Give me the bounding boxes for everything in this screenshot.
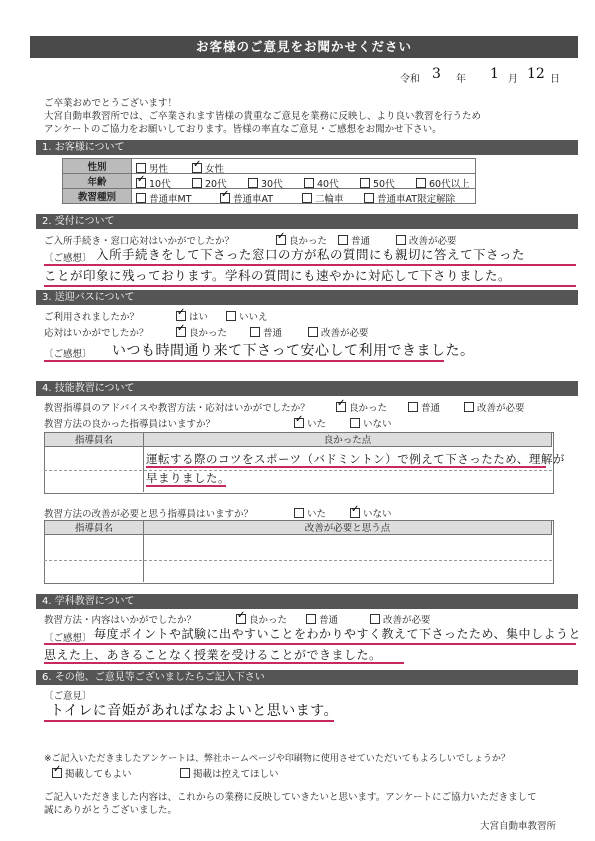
improve-instructor-no-option[interactable]: ✓ いない [350,506,392,520]
reception-good-checkbox[interactable] [276,235,286,245]
reception-comment-line-2[interactable]: ことが印象に残っております。学科の質問にも速やかに対応して下さりました。 [44,268,512,283]
good-table-row-line [44,470,552,471]
bus-service-good-checkbox[interactable] [176,327,186,337]
company-name: 大宮自動車教習所 [480,821,557,832]
lecture-normal-option[interactable]: 普通 [306,612,338,626]
section-2-header: 2. 受付について [36,214,578,229]
course-at-release-checkbox[interactable] [364,193,374,203]
intro-line-1: ご卒業おめでとうございます！ [44,98,178,109]
good-instructor-no-checkbox[interactable] [350,418,360,428]
lecture-comment-line-2[interactable]: 思えた上、あきることなく授業を受けることができました。 [44,648,382,662]
consent-question: ※ご記入いただきましたアンケートは、弊社ホームページや印刷物に使用させていただいてもよろしいでしょうか？ [44,754,510,764]
bus-service-normal-option[interactable]: 普通 [250,325,282,339]
improve-instructor-question: 教習方法の改善が必要と思う指導員はいますか？ [44,509,254,520]
lecture-comment-line-1[interactable]: 毎度ポイントや試験に出やすいことをわかりやすく教えて下さったため、集中しようと [94,627,582,641]
reception-comment-line-1[interactable]: 入所手続きをして下さった窓口の方が私の質問にも親切に答えて下さった [96,247,526,262]
lecture-good-option[interactable]: ✓ 良かった [236,612,287,626]
good-instructor-yes-option[interactable]: ✓ いた [294,416,326,430]
reception-underline-2 [44,285,576,287]
improve-instructor-no-checkbox[interactable] [350,508,360,518]
reception-normal-checkbox[interactable] [338,235,348,245]
bus-service-question: 応対はいかがでしたか？ [44,328,149,339]
gender-female-checkbox[interactable] [192,163,202,173]
page-title: お客様のご意見をお聞かせください [30,36,578,58]
section-5-header: 4. 学科教習について [36,594,578,609]
skill-advice-improve-checkbox[interactable] [464,402,474,412]
course-motorcycle-checkbox[interactable] [302,193,312,203]
course-motorcycle-option[interactable]: 二輪車 [302,191,344,205]
course-label: 教習種別 [63,189,132,204]
improve-instructor-yes-checkbox[interactable] [294,508,304,518]
section-3-header: 3. 送迎バスについて [36,290,578,305]
lecture-normal-checkbox[interactable] [306,614,316,624]
course-at-option[interactable]: ✓ 普通車AT [220,191,273,205]
good-instructor-name-header: 指導員名 [44,432,144,447]
section-1-header: 1. お客様について [36,140,578,155]
reception-comment-label: 〔ご感想〕 [44,253,92,264]
other-comment[interactable]: トイレに音姫があればなおよいと思います。 [50,703,339,719]
skill-advice-good-option[interactable]: ✓ 良かった [336,400,387,414]
improve-table-divider [143,520,144,582]
age-10s-checkbox[interactable] [136,178,146,188]
age-20s-checkbox[interactable] [192,178,202,188]
reception-good-option[interactable]: ✓ 良かった [276,233,327,247]
date-year[interactable]: 3 [432,66,441,82]
intro-line-2: 大宮自動車教習所では、ご卒業されます皆様の貴重なご意見を業務に反映し、より良い教習を行うため [44,111,482,122]
age-40s-checkbox[interactable] [304,178,314,188]
good-points-underline-1 [146,466,546,468]
lecture-underline-1 [44,643,576,645]
good-instructor-yes-checkbox[interactable] [294,418,304,428]
course-mt-checkbox[interactable] [136,193,146,203]
good-instructor-question: 教習方法の良かった指導員はいますか？ [44,419,216,430]
other-comment-label: 〔ご意見〕 [44,691,92,702]
skill-advice-normal-checkbox[interactable] [408,402,418,412]
date-month-unit: 月 [508,74,518,85]
reception-improve-option[interactable]: 改善が必要 [396,233,457,247]
section-6-header: 6. その他、ご意見等ございましたらご記入下さい [36,670,578,685]
gender-male-option[interactable]: 男性 [136,161,168,175]
gender-female-option[interactable]: ✓ 女性 [192,161,224,175]
gender-label: 性別 [63,159,132,174]
course-mt-option[interactable]: 普通車MT [136,191,192,205]
closing-line-1: ご記入いただきました内容は、これからの業務に反映していきたいと思います。アンケートにご協力いただきまして [44,792,537,803]
date-era: 令和 [400,74,420,85]
good-points-header: 良かった点 [143,432,552,447]
consent-decline-checkbox[interactable] [180,768,190,778]
age-20s-option[interactable]: 20代 [192,176,227,190]
improve-table-row-line [44,560,552,561]
bus-use-question: ご利用されましたか？ [44,312,140,323]
lecture-underline-2 [44,662,404,664]
age-60s-plus-checkbox[interactable] [416,178,426,188]
gender-male-checkbox[interactable] [136,163,146,173]
age-50s-checkbox[interactable] [360,178,370,188]
bus-use-yes-option[interactable]: ✓ はい [176,309,208,323]
lecture-question: 教習方法・内容はいかがでしたか？ [44,615,197,626]
bus-use-yes-checkbox[interactable] [176,311,186,321]
date-day-unit: 日 [550,74,560,85]
improve-instructor-yes-option[interactable]: いた [294,506,326,520]
age-10s-option[interactable]: ✓ 10代 [136,176,171,190]
bus-use-no-checkbox[interactable] [226,311,236,321]
lecture-comment-label: 〔ご感想〕 [44,633,92,644]
age-30s-checkbox[interactable] [248,178,258,188]
improve-instructor-name-header: 指導員名 [44,520,144,535]
age-40s-option[interactable]: 40代 [304,176,339,190]
customer-info-table [62,158,476,204]
consent-agree-option[interactable]: ✓掲載してもよい [52,766,132,780]
lecture-good-checkbox[interactable] [236,614,246,624]
date-month[interactable]: 1 [490,66,499,82]
lecture-improve-checkbox[interactable] [370,614,380,624]
skill-advice-normal-option[interactable]: 普通 [408,400,440,414]
age-50s-option[interactable]: 50代 [360,176,395,190]
course-at-checkbox[interactable] [220,193,230,203]
improve-points-header: 改善が必要と思う点 [143,520,552,535]
bus-service-improve-checkbox[interactable] [308,327,318,337]
bus-use-no-option[interactable]: いいえ [226,309,268,323]
reception-question: ご入所手続き・窓口応対はいかがでしたか？ [44,236,235,247]
bus-service-good-option[interactable]: ✓ 良かった [176,325,227,339]
age-60s-plus-option[interactable]: 60代以上 [416,176,470,190]
skill-advice-question: 教習指導員のアドバイスや教習方法・応対はいかがでしたか？ [44,403,310,414]
good-points-line-2[interactable]: 早まりました。 [146,471,230,485]
date-year-unit: 年 [456,74,466,85]
reception-improve-checkbox[interactable] [396,235,406,245]
other-underline [44,720,334,722]
bus-service-normal-checkbox[interactable] [250,327,260,337]
good-points-line-1[interactable]: 運転する際のコツをスポーツ（バドミントン）で例えて下さったため、理解が [146,452,565,466]
closing-line-2: 誠にありがとうございました。 [44,805,178,816]
age-30s-option[interactable]: 30代 [248,176,283,190]
good-points-underline-2 [146,485,226,487]
section-4-header: 4. 技能教習について [36,381,578,396]
skill-advice-improve-option[interactable]: 改善が必要 [464,400,525,414]
lecture-improve-option[interactable]: 改善が必要 [370,612,431,626]
skill-advice-good-checkbox[interactable] [336,402,346,412]
good-table-divider [143,432,144,492]
consent-decline-option[interactable]: 掲載は控えてほしい [180,766,279,780]
date-day[interactable]: 12 [527,66,545,82]
bus-underline [44,360,444,362]
consent-agree-checkbox[interactable] [52,768,62,778]
course-at-release-option[interactable]: 普通車AT限定解除 [364,191,455,205]
reception-normal-option[interactable]: 普通 [338,233,370,247]
bus-comment[interactable]: いつも時間通り来て下さって安心して利用できました。 [112,343,475,359]
bus-comment-label: 〔ご感想〕 [44,349,92,360]
age-label: 年齢 [63,174,132,189]
good-instructor-no-option[interactable]: いない [350,416,392,430]
intro-line-3: アンケートのご協力をお願いしております。皆様の率直なご意見・ご感想をお聞かせ下さい。 [44,124,442,135]
bus-service-improve-option[interactable]: 改善が必要 [308,325,369,339]
